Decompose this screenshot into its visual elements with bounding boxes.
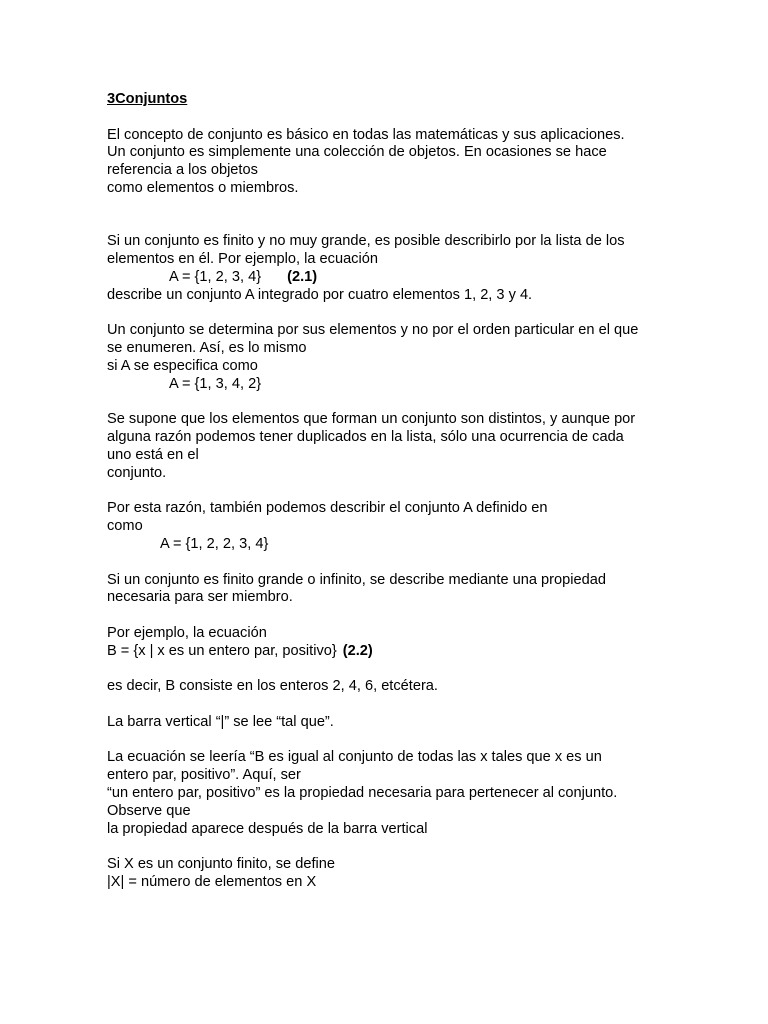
document-page <box>107 91 667 892</box>
text-line: conjunto. <box>107 464 167 481</box>
text-line: Observe que <box>107 802 191 819</box>
text-line: Se supone que los elementos que forman un conjunto son distintos, y aunque por <box>107 411 636 428</box>
paragraph-finite-list <box>107 233 667 304</box>
equation-expression: A = {1, 2, 3, 4} <box>169 268 262 285</box>
paragraph-infinite <box>107 572 667 608</box>
paragraph-vertical-bar: La barra vertical “|” se lee “tal que”. <box>107 713 334 730</box>
text-line: “un entero par, positivo” es la propiedad necesaria para pertenecer al conjunto. <box>107 785 618 802</box>
text-line: necesaria para ser miembro. <box>107 589 293 606</box>
text-line: la propiedad aparece después de la barra vertical <box>107 820 428 837</box>
paragraph-distinct <box>107 411 667 482</box>
text-line: Un conjunto se determina por sus elementos y no por el orden particular en el que <box>107 322 639 339</box>
equation-2-2 <box>107 643 667 661</box>
paragraph-reading <box>107 749 667 838</box>
text-line: elementos en él. Por ejemplo, la ecuación <box>107 251 378 268</box>
equation-number: (2.1) <box>287 268 318 285</box>
page-title: 3Conjuntos <box>107 91 188 107</box>
text-line: Por ejemplo, la ecuación <box>107 624 267 641</box>
text-line: referencia a los objetos <box>107 162 258 179</box>
text-line: Si un conjunto es finito y no muy grande, es posible describirlo por la lista de los <box>107 233 625 250</box>
paragraph-intro <box>107 127 667 198</box>
text-line: alguna razón podemos tener duplicados en la lista, sólo una ocurrencia de cada <box>107 429 624 446</box>
text-line: si A se especifica como <box>107 357 258 374</box>
paragraph-order <box>107 322 667 393</box>
text-line: El concepto de conjunto es básico en todas las matemáticas y sus aplicaciones. <box>107 126 625 143</box>
text-line: Por esta razón, también podemos describir el conjunto A definido en <box>107 500 548 517</box>
paragraph-cardinality <box>107 856 667 892</box>
text-line: entero par, positivo”. Aquí, ser <box>107 767 301 784</box>
text-line: como elementos o miembros. <box>107 179 299 196</box>
equation-duplicates: A = {1, 2, 2, 3, 4} <box>160 535 269 552</box>
text-line: Si un conjunto es finito grande o infinito, se describe mediante una propiedad <box>107 571 606 588</box>
equation-reordered: A = {1, 3, 4, 2} <box>169 375 262 392</box>
text-line: |X| = número de elementos en X <box>107 874 317 891</box>
text-line: describe un conjunto A integrado por cuatro elementos 1, 2, 3 y 4. <box>107 286 533 303</box>
text-line: Un conjunto es simplemente una colección de objetos. En ocasiones se hace <box>107 144 607 161</box>
equation-expression: B = {x | x es un entero par, positivo} <box>107 642 337 659</box>
paragraph-example <box>107 625 667 661</box>
paragraph-even-integers: es decir, B consiste en los enteros 2, 4, 6, etcétera. <box>107 678 438 695</box>
equation-number: (2.2) <box>342 642 373 659</box>
text-line: La ecuación se leería “B es igual al conjunto de todas las x tales que x es un <box>107 749 602 766</box>
text-line: Si X es un conjunto finito, se define <box>107 856 335 873</box>
text-line: se enumeren. Así, es lo mismo <box>107 340 307 357</box>
equation-2-1 <box>107 269 667 287</box>
text-line: uno está en el <box>107 446 199 463</box>
text-line: como <box>107 518 143 535</box>
paragraph-duplicates <box>107 500 667 553</box>
